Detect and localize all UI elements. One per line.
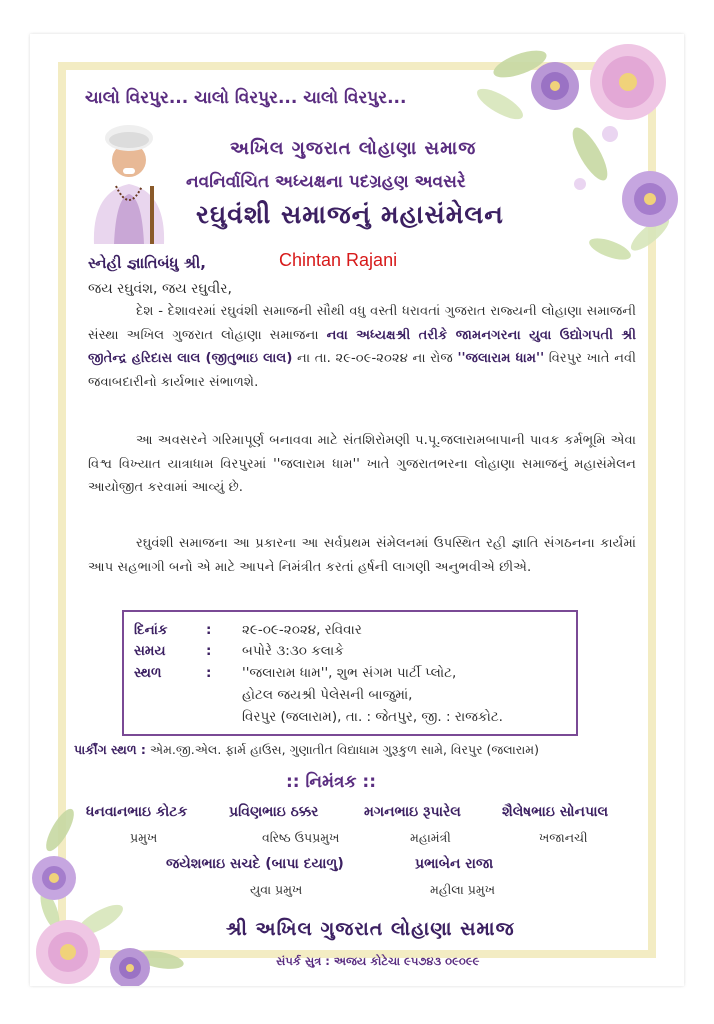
paragraph3-text: રઘુવંશી સમાજના આ પ્રકારના આ સર્વપ્રથમ સંમેલનમાં ઉપસ્થિત રહી જ્ઞાતિ સંગઠનના કાર્યમાં આપ સહભાગી બનો એ માટે આપને નિમંત્રીત કરતાં હર્ષની લાગણી અનુભવીએ છીએ. (88, 536, 636, 575)
event-title: રઘુવંશી સમાજનું મહાસંમેલન (196, 200, 504, 229)
parking-value: એમ.જી.એલ. ફાર્મ હાઉસ, ગુણાતીત વિદ્યાધામ ગુરૂકુળ સામે, વિરપુર (જલારામ) (145, 742, 539, 757)
date-value: ૨૯-૦૯-૨૦૨૪, રવિવાર (242, 622, 362, 638)
date-row (134, 622, 362, 638)
greeting: જય રઘુવંશ, જય રઘુવીર, (88, 281, 232, 297)
inviter-name: પ્રભાબેન રાજા (415, 856, 494, 872)
slogan-text: ચાલો વિરપુર... ચાલો વિરપુર... ચાલો વિરપુર... (85, 88, 407, 108)
floral-bottom-left-decoration (30, 800, 210, 986)
contact-info: સંપર્ક સુત્ર : અજય કોટેચા ૯૫૭૪૩ ૦૯૦૯૯ (276, 954, 480, 968)
event-details-box (122, 610, 578, 736)
time-colon: : (206, 643, 212, 659)
inviter-role: પ્રમુખ (130, 830, 158, 845)
inviter-name: શૈલેષભાઇ સોનપાલ (502, 804, 609, 820)
inviter-role: મહીલા પ્રમુખ (430, 882, 495, 897)
organization-footer: શ્રી અખિલ ગુજરાત લોહાણા સમાજ (226, 918, 515, 940)
parking-info (74, 742, 539, 758)
paragraph-invitation (88, 532, 636, 579)
venue-line1: ''જલારામ ધામ'', શુભ સંગમ પાર્ટી પ્લોટ, (242, 665, 457, 681)
parking-label: પાર્કીંગ સ્થળ : (74, 742, 146, 757)
paragraph1-part1: દેશ - દેશાવરમાં રઘુવંશી સમાજની સૌથી વધુ વસ્તી ધરાવતાં ગુજરાત રાજ્યની લોહાણા સમાજની સંસ્થા અખિલ ગુજરાત લોહાણા સમાજના (88, 304, 636, 343)
date-label: દિનાંક (134, 622, 168, 638)
inviter-role: વરિષ્ઠ ઉપપ્રમુખ (262, 830, 340, 845)
floral-top-right-decoration (460, 34, 684, 274)
inviter-name: પ્રવિણભાઇ ઠક્કર (229, 804, 319, 820)
time-label: સમય (134, 643, 166, 659)
venue-row (134, 665, 456, 681)
organization-title: અખિલ ગુજરાત લોહાણા સમાજ (230, 138, 477, 159)
guest-name: Chintan Rajani (279, 250, 398, 270)
paragraph1-part3: વિરપુર ખાતે નવી જવાબદારીનો કાર્યભાર સંભાળશે. (88, 351, 637, 390)
salutation: સ્નેહી જ્ઞાતિબંધુ શ્રી, (88, 254, 206, 272)
inviters-heading: :: નિમંત્રક :: (286, 772, 376, 792)
time-value: બપોરે ૩:૩૦ કલાકે (242, 643, 344, 659)
paragraph1-bold: નવા અધ્યક્ષશ્રી તરીકે જામનગરના યુવા ઉદ્યોગપતી શ્રી જીતેન્દ્ર હરિદાસ લાલ (જીતુભાઇ લાલ) (88, 327, 636, 366)
occasion-subtitle: નવનિર્વાચિત અધ્યક્ષના પદગ્રહણ અવસરે (186, 172, 466, 192)
inviter-role: મહામંત્રી (410, 830, 451, 845)
inviter-role: ખજાનચી (539, 830, 588, 845)
time-row (134, 643, 344, 659)
paragraph1-bold2: ''જલારામ ધામ'' (457, 351, 545, 366)
paragraph-occasion (88, 429, 636, 500)
inviter-name: ધનવાનભાઇ કોટક (86, 804, 188, 820)
venue-label: સ્થળ (134, 665, 162, 681)
venue-line3: વિરપુર (જલારામ), તા. : જેતપુર, જી. : રાજકોટ. (242, 709, 503, 725)
inviter-name: મગનભાઇ રૂપારેલ (364, 804, 461, 820)
paragraph1-part2: ના તા. ૨૯-૦૯-૨૦૨૪ ના રોજ (292, 351, 458, 366)
date-colon: : (206, 622, 212, 638)
inviter-name: જયેશભાઇ સચદે (બાપા દયાળુ) (166, 856, 344, 872)
paragraph2-text: આ અવસરને ગરિમાપૂર્ણ બનાવવા માટે સંતશિરોમણી પ.પૂ.જલારામબાપાની પાવક કર્મભૂમિ એવા વિશ્વ વિખ્યાત યાત્રાધામ વિરપુરમાં ''જલારામ ધામ'' ખાતે ગુજરાતભરના લોહાણા સમાજનું મહાસંમેલન આયોજીત કરવામાં આવ્યું છે. (88, 433, 636, 495)
saint-portrait-illustration (86, 114, 172, 244)
paragraph-announcement (88, 300, 636, 394)
inviter-role: યુવા પ્રમુખ (250, 882, 303, 897)
venue-colon: : (206, 665, 212, 681)
venue-line2: હોટલ જયશ્રી પેલેસની બાજુમાં, (242, 687, 413, 703)
